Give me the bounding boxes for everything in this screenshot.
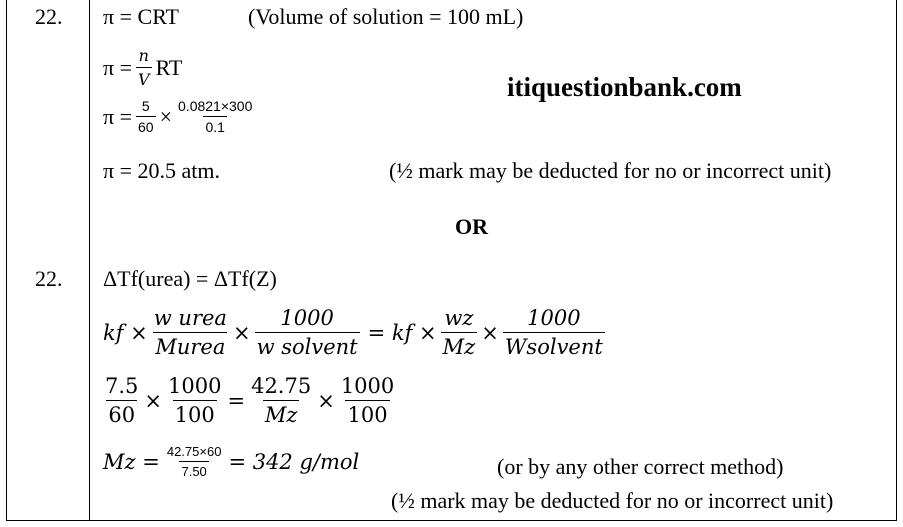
solvent-fraction xyxy=(255,306,360,359)
molar-mass-result: = 342 g/mol xyxy=(228,449,360,474)
equation-line-1 xyxy=(103,306,609,359)
column-divider xyxy=(89,0,90,520)
solvent-value-fraction-z xyxy=(339,374,396,427)
fraction-denominator: Mz xyxy=(263,400,300,427)
equation-line-3 xyxy=(103,444,359,479)
fraction-denominator: 60 xyxy=(106,400,137,427)
fraction-denominator: V xyxy=(136,67,152,89)
fraction-denominator: Murea xyxy=(153,332,227,359)
osmotic-result: π = 20.5 atm. xyxy=(103,158,221,183)
fraction-numerator: 42.75 xyxy=(251,374,312,398)
fraction-numerator: 1000 xyxy=(340,374,395,398)
equation-line-2 xyxy=(103,374,400,427)
times-sign: × xyxy=(317,388,335,413)
fraction-denominator: 60 xyxy=(136,116,156,135)
method-note: (or by any other correct method) xyxy=(497,454,784,479)
fraction-numerator: 5 xyxy=(141,98,150,114)
fraction-denominator: Wsolvent xyxy=(503,332,605,359)
fraction-numerator: 42.75×60 xyxy=(166,444,222,459)
fraction-numerator: 1000 xyxy=(168,374,222,398)
equals-kf-term: = kf × xyxy=(367,320,437,345)
urea-value-fraction xyxy=(103,374,140,427)
or-separator: OR xyxy=(455,214,488,239)
fraction-numerator: n xyxy=(138,46,149,65)
fraction-numerator: 1000 xyxy=(527,306,581,330)
times-sign: × xyxy=(481,320,499,345)
mass-fraction xyxy=(136,98,156,135)
solvent-fraction-z xyxy=(503,306,605,359)
formula-rhs: RT xyxy=(155,54,183,80)
question-number: 22. xyxy=(35,266,63,291)
molar-mass-fraction xyxy=(165,444,224,479)
fraction-denominator: 100 xyxy=(345,400,389,427)
solvent-value-fraction xyxy=(166,374,223,427)
fraction-denominator: Mz xyxy=(441,332,478,359)
fraction-denominator: 7.50 xyxy=(179,461,208,479)
molar-mass-lhs: Mz = xyxy=(103,449,160,474)
times-sign: × xyxy=(232,320,251,345)
rt-over-v-fraction xyxy=(176,98,254,135)
n-over-v-fraction xyxy=(136,46,152,89)
fraction-denominator: 100 xyxy=(173,400,217,427)
question-number: 22. xyxy=(35,4,63,29)
formula-line-2 xyxy=(103,46,182,89)
fraction-numerator: 0.0821×300 xyxy=(178,98,253,114)
unit-note: (½ mark may be deducted for no or incorrect unit) xyxy=(389,158,832,183)
watermark-text: itiquestionbank.com xyxy=(507,72,742,102)
z-fraction xyxy=(441,306,478,359)
formula-lhs: π = xyxy=(103,54,133,80)
times-sign: × xyxy=(159,103,173,129)
freezing-point-equality: ΔTf(urea) = ΔTf(Z) xyxy=(103,266,277,291)
fraction-numerator: 1000 xyxy=(280,306,334,330)
z-value-fraction xyxy=(249,374,313,427)
fraction-denominator: w solvent xyxy=(255,332,360,359)
volume-note: (Volume of solution = 100 mL) xyxy=(248,4,524,29)
formula-line-3 xyxy=(103,98,258,135)
fraction-numerator: wz xyxy=(444,306,474,330)
equals-sign: = xyxy=(227,388,246,413)
kf-term: kf × xyxy=(103,320,148,345)
formula-lhs: π = xyxy=(103,103,133,129)
osmotic-formula: π = CRT xyxy=(103,4,179,29)
urea-fraction xyxy=(152,306,229,359)
fraction-numerator: w urea xyxy=(153,306,227,330)
times-sign: × xyxy=(144,388,163,413)
unit-note: (½ mark may be deducted for no or incorrect unit) xyxy=(391,488,834,513)
fraction-numerator: 7.5 xyxy=(105,374,139,398)
fraction-denominator: 0.1 xyxy=(203,116,226,135)
